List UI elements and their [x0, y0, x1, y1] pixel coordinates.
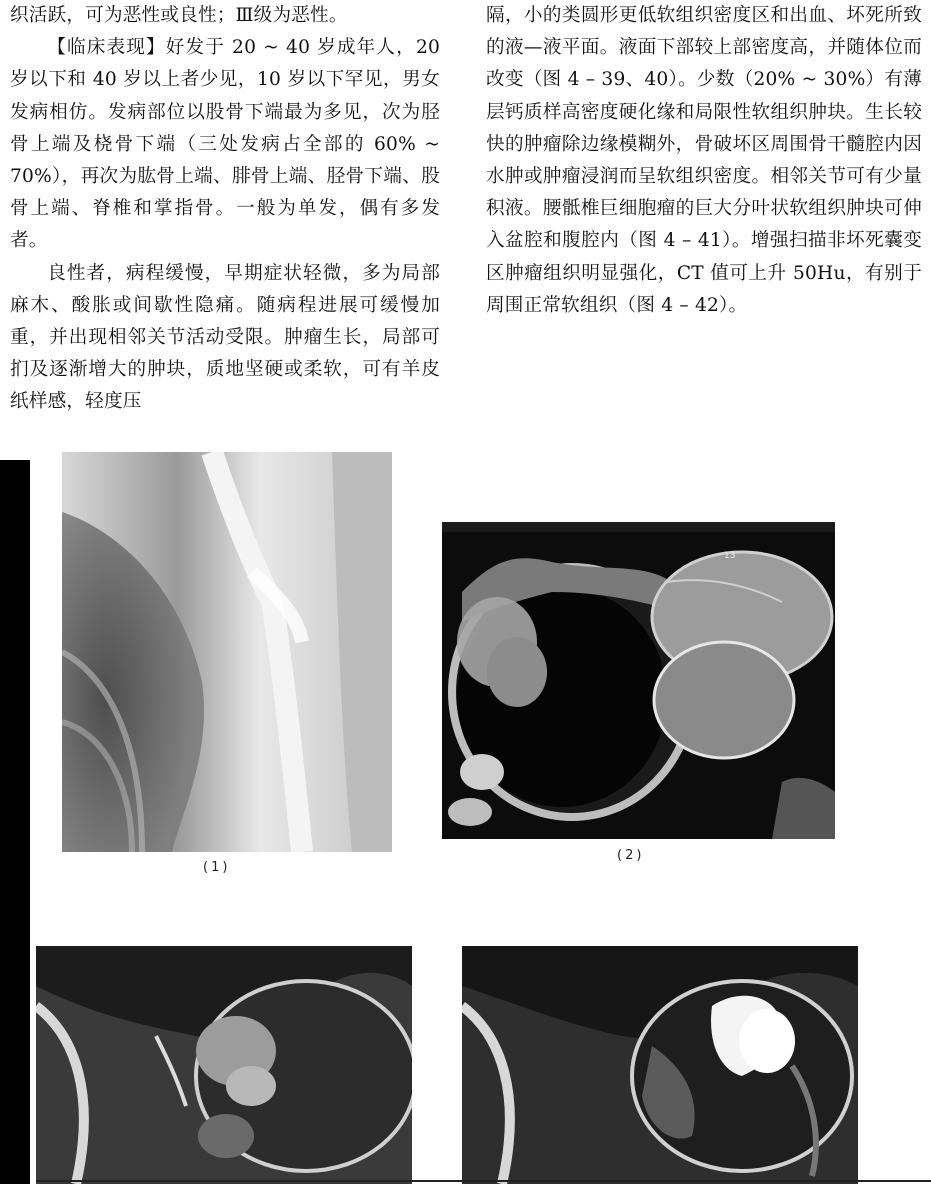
- figure-1-caption: (1): [203, 860, 231, 875]
- left-paragraph-2: 【临床表现】好发于 20 ~ 40 岁成年人，20 岁以下和 40 岁以上者少见，10 岁以下罕见，男女发病相仿。发病部位以股骨下端最为多见，次为胫骨上端及桡骨下端（三处发病占全部的 60% ~ 70%），再次为肱骨上端、腓骨上端、胫骨下端、股骨上端、脊椎和掌指骨。一般为单发，偶有多发者。: [10, 37, 440, 252]
- figure-2-ct-scan: [442, 522, 835, 839]
- left-paragraph-1: 织活跃，可为恶性或良性；Ⅲ级为恶性。: [10, 5, 348, 26]
- figure-3-mri: [36, 946, 412, 1184]
- scan-edge-bar: [0, 460, 30, 1184]
- figure-2-caption: (2): [617, 848, 645, 863]
- left-paragraph-3: 良性者，病程缓慢，早期症状轻微，多为局部麻木、酸胀或间歇性隐痛。随病程进展可缓慢加重，并出现相邻关节活动受限。肿瘤生长，局部可扪及逐渐增大的肿块，质地坚硬或柔软，可有羊皮纸样感，轻度压: [10, 262, 440, 413]
- figure-2-overlay-label: 13: [724, 551, 736, 561]
- figure-1-xray: [62, 452, 392, 852]
- figure-4-mri: [462, 946, 858, 1184]
- page-bottom-rule: [36, 1180, 931, 1182]
- left-text-column: [10, 0, 440, 419]
- right-paragraph-1: 隔，小的类圆形更低软组织密度区和出血、坏死所致的液—液平面。液面下部较上部密度高，并随体位而改变（图 4 – 39、40）。少数（20% ~ 30%）有薄层钙质样高密度硬化缘和局限性软组织肿块。生长较快的肿瘤除边缘模糊外，骨破坏区周围骨干髓腔内因水肿或肿瘤浸润而呈软组织密度。相邻关节可有少量积液。腰骶椎巨细胞瘤的巨大分叶状软组织肿块可伸入盆腔和腹腔内（图 4 – 41）。增强扫描非坏死囊变区肿瘤组织明显强化，CT 值可上升 50Hu，有别于周围正常软组织（图 4 – 42）。: [486, 5, 922, 316]
- right-text-column: [486, 0, 922, 322]
